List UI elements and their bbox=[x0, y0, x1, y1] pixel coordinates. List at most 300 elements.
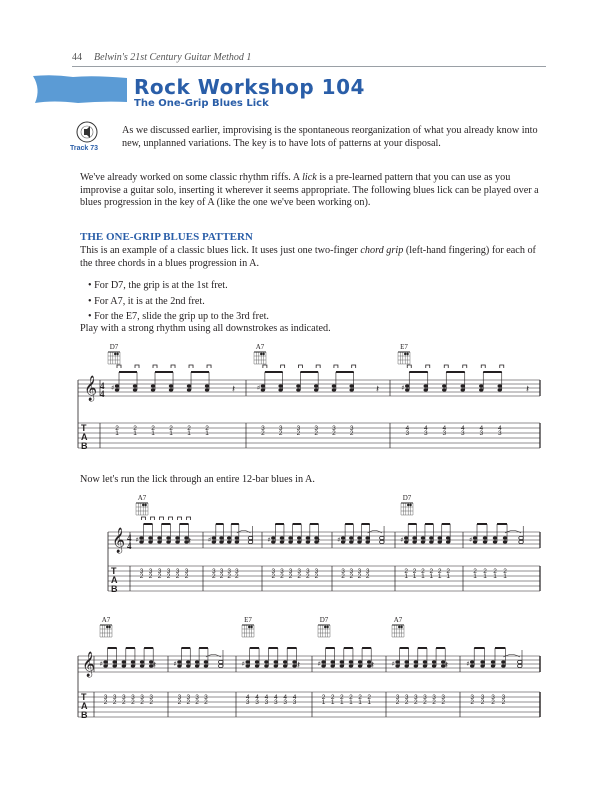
chord-diagram-dot bbox=[106, 626, 108, 628]
note-head bbox=[503, 540, 507, 543]
downstroke-mark bbox=[151, 517, 155, 520]
tab-fret-number: 3 bbox=[349, 568, 354, 575]
note-head bbox=[341, 536, 345, 539]
tab-fret-number: 2 bbox=[483, 568, 487, 575]
downstroke-mark bbox=[352, 365, 356, 368]
note-head bbox=[414, 664, 418, 667]
tab-fret-number: 4 bbox=[292, 694, 297, 701]
note-head bbox=[227, 540, 231, 543]
tab-fret-number: 3 bbox=[273, 699, 278, 706]
tab-fret-number: 2 bbox=[441, 699, 446, 706]
note-head bbox=[112, 660, 116, 663]
note-head bbox=[187, 388, 191, 391]
note-head bbox=[283, 664, 287, 667]
tab-fret-number: 3 bbox=[501, 694, 506, 701]
tab-fret-number: 2 bbox=[278, 430, 283, 437]
tab-fret-number: 2 bbox=[340, 694, 344, 701]
note-head bbox=[139, 540, 143, 543]
tab-fret-number: 3 bbox=[283, 699, 287, 706]
half-note-head bbox=[519, 536, 524, 539]
note-head bbox=[227, 536, 231, 539]
note-head bbox=[278, 388, 282, 391]
tab-fret-number: 3 bbox=[204, 694, 208, 701]
quarter-rest: 𝄽 bbox=[317, 536, 321, 547]
time-signature: 4 bbox=[127, 533, 132, 543]
note-head bbox=[112, 664, 116, 667]
note-head bbox=[175, 540, 179, 543]
note-head bbox=[438, 540, 442, 543]
note-head bbox=[432, 660, 436, 663]
tab-fret-number: 2 bbox=[367, 694, 372, 701]
tab-fret-number: 3 bbox=[341, 568, 345, 575]
note-head bbox=[405, 384, 409, 387]
tab-fret-number: 3 bbox=[460, 430, 465, 437]
note-head bbox=[405, 388, 409, 391]
note-head bbox=[280, 540, 284, 543]
downstroke-mark bbox=[298, 365, 302, 368]
tab-fret-number: 2 bbox=[480, 699, 485, 706]
note-head bbox=[404, 660, 408, 663]
sharp-sign: ♯ bbox=[391, 660, 395, 668]
chord-diagram-dot bbox=[400, 626, 402, 628]
note-head bbox=[432, 664, 436, 667]
half-note-head bbox=[518, 664, 523, 667]
note-head bbox=[491, 664, 495, 667]
tab-fret-number: 2 bbox=[404, 568, 409, 575]
note-head bbox=[297, 540, 301, 543]
tab-fret-number: 2 bbox=[470, 699, 475, 706]
note-head bbox=[358, 660, 362, 663]
tab-fret-number: 2 bbox=[271, 573, 276, 580]
note-head bbox=[340, 664, 344, 667]
downstroke-mark bbox=[160, 517, 164, 520]
tab-fret-number: 2 bbox=[186, 699, 191, 706]
note-head bbox=[306, 536, 310, 539]
note-head bbox=[296, 384, 300, 387]
note-head bbox=[297, 536, 301, 539]
tab-fret-number: 3 bbox=[404, 694, 409, 701]
tab-fret-number: 3 bbox=[470, 694, 475, 701]
tab-fret-number: 1 bbox=[446, 573, 450, 580]
tab-fret-number: 1 bbox=[133, 430, 137, 437]
note-head bbox=[314, 388, 318, 391]
note-head bbox=[103, 660, 107, 663]
note-head bbox=[442, 384, 446, 387]
tab-fret-number: 2 bbox=[473, 568, 477, 575]
tab-fret-number: 4 bbox=[460, 425, 465, 432]
note-head bbox=[235, 540, 239, 543]
half-note-head bbox=[519, 540, 524, 543]
tab-fret-number: 2 bbox=[501, 699, 506, 706]
tab-fret-number: 2 bbox=[280, 573, 284, 580]
tab-fret-number: 4 bbox=[283, 694, 287, 701]
tab-fret-number: 3 bbox=[497, 430, 502, 437]
tab-fret-number: 4 bbox=[255, 694, 259, 701]
tab-fret-number: 3 bbox=[131, 694, 135, 701]
transition-text: Now let's run the lick through an entire 12-bar blues in A. bbox=[80, 474, 315, 485]
tab-fret-number: 3 bbox=[423, 694, 427, 701]
tab-fret-number: 2 bbox=[204, 699, 208, 706]
note-head bbox=[421, 536, 425, 539]
downstroke-mark bbox=[169, 517, 173, 520]
note-head bbox=[245, 660, 249, 663]
lick-paragraph: We've already worked on some classic rhythm riffs. A lick is a pre-learned pattern that you can use as you improvise a guitar solo, inserting it wherever it seems appropriate. The following blues lick can be played over a blues progression in the key of A (like the one we've been working on). bbox=[80, 172, 539, 209]
quarter-rest: 𝄽 bbox=[371, 660, 375, 671]
tab-fret-number: 1 bbox=[169, 430, 173, 437]
sharp-sign: ♯ bbox=[337, 536, 341, 544]
tab-fret-number: 1 bbox=[349, 699, 353, 706]
tab-fret-number: 2 bbox=[131, 699, 135, 706]
tab-fret-number: 2 bbox=[133, 425, 137, 432]
tab-fret-number: 3 bbox=[480, 694, 485, 701]
instruction-text: Play with a strong rhythm using all downstrokes as indicated. bbox=[80, 323, 331, 334]
note-head bbox=[480, 660, 484, 663]
tab-fret-number: 2 bbox=[314, 573, 319, 580]
treble-clef: 𝄞 bbox=[84, 376, 98, 401]
tab-fret-number: 3 bbox=[148, 568, 153, 575]
quarter-rest: 𝄽 bbox=[526, 384, 530, 395]
tab-fret-number: 2 bbox=[261, 430, 265, 437]
intro-paragraph: As we discussed earlier, improvising is the spontaneous reorganization of what you already know into new, unplanned variations. The key is to have lots of patterns at your disposal. bbox=[122, 125, 538, 149]
track-label: Track 73 bbox=[70, 145, 99, 152]
chord-name: E7 bbox=[400, 343, 408, 351]
note-head bbox=[264, 664, 268, 667]
note-head bbox=[133, 384, 137, 387]
note-head bbox=[349, 388, 353, 391]
half-note-head bbox=[248, 540, 253, 543]
sharp-sign: ♯ bbox=[173, 660, 177, 668]
tab-fret-number: 2 bbox=[139, 573, 144, 580]
chord-diagram-dot bbox=[409, 504, 411, 506]
page-number: 44 bbox=[72, 52, 82, 63]
tab-fret-number: 2 bbox=[332, 430, 336, 437]
note-head bbox=[151, 388, 155, 391]
tab-fret-number: 3 bbox=[139, 568, 144, 575]
tab-fret-number: 1 bbox=[503, 573, 507, 580]
tab-fret-number: 2 bbox=[205, 425, 209, 432]
tab-fret-number: 4 bbox=[423, 425, 428, 432]
note-head bbox=[498, 388, 502, 391]
note-head bbox=[271, 536, 275, 539]
half-note-head bbox=[218, 660, 223, 663]
note-head bbox=[321, 664, 325, 667]
tab-fret-number: 2 bbox=[314, 430, 318, 437]
sharp-sign: ♯ bbox=[401, 384, 405, 392]
note-head bbox=[498, 384, 502, 387]
note-head bbox=[423, 664, 427, 667]
tab-fret-number: 1 bbox=[330, 699, 335, 706]
downstroke-mark bbox=[207, 365, 211, 368]
chord-diagram-dot bbox=[262, 353, 264, 355]
lick-term: lick bbox=[302, 172, 317, 183]
chord-diagram-dot bbox=[406, 353, 408, 355]
chord-diagram-dot bbox=[248, 626, 250, 628]
tab-fret-number: 2 bbox=[437, 568, 442, 575]
note-head bbox=[205, 388, 209, 391]
note-head bbox=[139, 536, 143, 539]
note-head bbox=[357, 540, 361, 543]
note-head bbox=[429, 536, 433, 539]
note-head bbox=[479, 384, 483, 387]
note-head bbox=[404, 664, 408, 667]
bullet-item: • For A7, it is at the 2nd fret. bbox=[88, 296, 205, 307]
tab-fret-number: 4 bbox=[245, 694, 250, 701]
note-head bbox=[491, 660, 495, 663]
tab-fret-number: 2 bbox=[503, 568, 507, 575]
note-head bbox=[166, 540, 170, 543]
sharp-sign: ♯ bbox=[241, 660, 246, 668]
note-head bbox=[404, 540, 408, 543]
section-description: This is an example of a classic blues lick. It uses just one two-finger chord grip (left-hand fingering) for each of the three chords in a blues progression in A. bbox=[80, 245, 536, 269]
tab-fret-number: 2 bbox=[177, 699, 182, 706]
downstroke-mark bbox=[316, 365, 320, 368]
tab-fret-number: 3 bbox=[491, 694, 495, 701]
quarter-rest: 𝄽 bbox=[153, 660, 157, 671]
note-head bbox=[493, 540, 497, 543]
chord-name: D7 bbox=[109, 343, 119, 351]
tab-fret-number: 2 bbox=[358, 694, 362, 701]
quarter-rest: 𝄽 bbox=[188, 536, 192, 547]
note-head bbox=[296, 388, 300, 391]
tab-fret-number: 1 bbox=[115, 430, 119, 437]
note-head bbox=[122, 660, 126, 663]
note-head bbox=[148, 540, 152, 543]
note-head bbox=[461, 384, 465, 387]
tab-fret-number: 2 bbox=[321, 694, 326, 701]
tab-fret-number: 2 bbox=[395, 699, 400, 706]
tab-fret-number: 1 bbox=[473, 573, 477, 580]
tab-fret-number: 2 bbox=[166, 573, 171, 580]
tab-fret-number: 1 bbox=[429, 573, 434, 580]
tab-fret-number: 3 bbox=[122, 694, 126, 701]
tab-clef-letter: A bbox=[81, 432, 88, 442]
tab-fret-number: 3 bbox=[186, 694, 191, 701]
tab-fret-number: 4 bbox=[273, 694, 278, 701]
chord-name: D7 bbox=[402, 494, 412, 502]
chord-name: A7 bbox=[137, 494, 147, 502]
tab-fret-number: 2 bbox=[235, 573, 239, 580]
tab-fret-number: 2 bbox=[432, 699, 436, 706]
sharp-sign: ♯ bbox=[469, 536, 473, 544]
tab-fret-number: 1 bbox=[412, 573, 417, 580]
note-head bbox=[157, 540, 161, 543]
tab-fret-number: 2 bbox=[341, 573, 345, 580]
note-head bbox=[395, 660, 399, 663]
tab-clef-letter: B bbox=[111, 584, 118, 594]
downstroke-mark bbox=[281, 365, 285, 368]
note-head bbox=[271, 540, 275, 543]
bullet-item: • For the E7, slide the grip up to the 3rd fret. bbox=[88, 311, 269, 322]
note-head bbox=[483, 540, 487, 543]
note-head bbox=[470, 664, 474, 667]
tab-fret-number: 3 bbox=[314, 568, 319, 575]
note-head bbox=[330, 660, 334, 663]
note-head bbox=[404, 536, 408, 539]
tab-clef-letter: B bbox=[81, 710, 88, 720]
downstroke-mark bbox=[187, 517, 191, 520]
time-signature: 4 bbox=[100, 381, 105, 391]
tab-fret-number: 3 bbox=[280, 568, 284, 575]
tab-clef-letter: T bbox=[111, 566, 117, 576]
note-head bbox=[133, 388, 137, 391]
tab-fret-number: 2 bbox=[148, 573, 153, 580]
chord-diagram-dot bbox=[407, 504, 409, 506]
tab-fret-number: 2 bbox=[446, 568, 450, 575]
tab-fret-number: 1 bbox=[151, 430, 155, 437]
tab-fret-number: 3 bbox=[395, 694, 400, 701]
note-head bbox=[501, 660, 505, 663]
note-head bbox=[151, 384, 155, 387]
tab-fret-number: 2 bbox=[140, 699, 144, 706]
tab-clef-letter: B bbox=[81, 441, 88, 451]
note-head bbox=[186, 664, 190, 667]
tab-fret-number: 2 bbox=[288, 573, 293, 580]
quarter-rest: 𝄽 bbox=[445, 660, 449, 671]
downstroke-mark bbox=[171, 365, 175, 368]
note-head bbox=[330, 664, 334, 667]
downstroke-mark bbox=[153, 365, 157, 368]
tab-fret-number: 3 bbox=[245, 699, 250, 706]
note-head bbox=[205, 384, 209, 387]
note-head bbox=[283, 660, 287, 663]
sharp-sign: ♯ bbox=[256, 384, 261, 392]
note-head bbox=[274, 664, 278, 667]
tab-fret-number: 2 bbox=[112, 699, 117, 706]
tab-fret-number: 2 bbox=[330, 694, 335, 701]
note-head bbox=[131, 660, 135, 663]
tab-fret-number: 3 bbox=[414, 694, 418, 701]
quarter-rest: 𝄽 bbox=[376, 384, 380, 395]
tab-fret-number: 2 bbox=[219, 573, 224, 580]
downstroke-mark bbox=[189, 365, 193, 368]
tab-fret-number: 2 bbox=[349, 573, 354, 580]
quarter-rest: 𝄽 bbox=[297, 660, 301, 671]
tab-fret-number: 3 bbox=[235, 568, 239, 575]
tab-fret-number: 3 bbox=[271, 568, 276, 575]
tab-fret-number: 3 bbox=[297, 568, 302, 575]
note-head bbox=[442, 388, 446, 391]
tab-fret-number: 2 bbox=[412, 568, 417, 575]
note-head bbox=[195, 660, 199, 663]
tab-fret-number: 1 bbox=[340, 699, 344, 706]
sharp-sign: ♯ bbox=[466, 660, 470, 668]
tab-fret-number: 3 bbox=[423, 430, 428, 437]
downstroke-mark bbox=[135, 365, 139, 368]
half-note-head bbox=[248, 536, 253, 539]
tab-fret-number: 2 bbox=[115, 425, 119, 432]
note-head bbox=[349, 536, 353, 539]
half-note-head bbox=[518, 660, 523, 663]
tab-fret-number: 4 bbox=[497, 425, 502, 432]
note-head bbox=[349, 664, 353, 667]
sharp-sign: ♯ bbox=[317, 660, 321, 668]
sharp-sign: ♯ bbox=[400, 536, 404, 544]
downstroke-mark bbox=[178, 517, 182, 520]
tab-fret-number: 2 bbox=[151, 425, 155, 432]
note-head bbox=[341, 540, 345, 543]
note-head bbox=[186, 660, 190, 663]
tab-clef-letter: A bbox=[81, 701, 88, 711]
quarter-rest: 𝄽 bbox=[232, 384, 236, 395]
half-note-head bbox=[218, 664, 223, 667]
tab-fret-number: 2 bbox=[187, 425, 191, 432]
chord-name: D7 bbox=[319, 616, 329, 624]
note-head bbox=[306, 540, 310, 543]
tab-fret-number: 1 bbox=[421, 573, 425, 580]
note-head bbox=[365, 536, 369, 539]
note-head bbox=[219, 536, 223, 539]
tab-fret-number: 2 bbox=[195, 699, 199, 706]
note-head bbox=[219, 540, 223, 543]
downstroke-mark bbox=[334, 365, 338, 368]
chord-diagram-dot bbox=[250, 626, 252, 628]
tab-fret-number: 2 bbox=[493, 568, 497, 575]
note-head bbox=[278, 384, 282, 387]
note-head bbox=[280, 536, 284, 539]
tab-fret-number: 4 bbox=[442, 425, 447, 432]
tab-fret-number: 1 bbox=[404, 573, 409, 580]
tab-fret-number: 3 bbox=[357, 568, 362, 575]
note-head bbox=[212, 536, 216, 539]
tab-fret-number: 3 bbox=[479, 430, 484, 437]
tab-fret-number: 3 bbox=[296, 425, 301, 432]
note-head bbox=[412, 536, 416, 539]
note-head bbox=[438, 536, 442, 539]
quarter-rest: 𝄽 bbox=[448, 536, 452, 547]
tab-fret-number: 3 bbox=[149, 694, 154, 701]
note-head bbox=[395, 664, 399, 667]
tab-fret-number: 3 bbox=[195, 694, 199, 701]
note-head bbox=[314, 384, 318, 387]
tab-fret-number: 3 bbox=[314, 425, 318, 432]
note-head bbox=[288, 536, 292, 539]
sharp-sign: ♯ bbox=[99, 660, 103, 668]
downstroke-mark bbox=[142, 517, 146, 520]
tab-fret-number: 3 bbox=[432, 694, 436, 701]
tab-fret-number: 2 bbox=[184, 573, 189, 580]
chord-diagram-dot bbox=[398, 626, 400, 628]
section-heading: THE ONE-GRIP BLUES PATTERN bbox=[80, 231, 253, 243]
tab-fret-number: 4 bbox=[264, 694, 269, 701]
tab-clef-letter: A bbox=[111, 575, 118, 585]
note-head bbox=[332, 384, 336, 387]
note-head bbox=[103, 664, 107, 667]
chord-grip-term: chord grip bbox=[360, 245, 404, 256]
tab-fret-number: 2 bbox=[149, 699, 154, 706]
tab-fret-number: 3 bbox=[441, 694, 446, 701]
chord-name: E7 bbox=[244, 616, 252, 624]
treble-clef: 𝄞 bbox=[112, 528, 126, 553]
chord-diagram-dot bbox=[114, 353, 116, 355]
downstroke-mark bbox=[444, 365, 448, 368]
sharp-sign: ♯ bbox=[111, 384, 115, 392]
downstroke-mark bbox=[407, 365, 411, 368]
sharp-sign: ♯ bbox=[267, 536, 271, 544]
note-head bbox=[235, 536, 239, 539]
tab-fret-number: 3 bbox=[212, 568, 216, 575]
note-head bbox=[480, 664, 484, 667]
note-head bbox=[264, 660, 268, 663]
note-head bbox=[412, 540, 416, 543]
note-head bbox=[424, 384, 428, 387]
note-head bbox=[140, 660, 144, 663]
note-head bbox=[122, 664, 126, 667]
downstroke-mark bbox=[263, 365, 267, 368]
downstroke-mark bbox=[463, 365, 467, 368]
note-head bbox=[157, 536, 161, 539]
tab-fret-number: 2 bbox=[169, 425, 173, 432]
note-head bbox=[148, 536, 152, 539]
